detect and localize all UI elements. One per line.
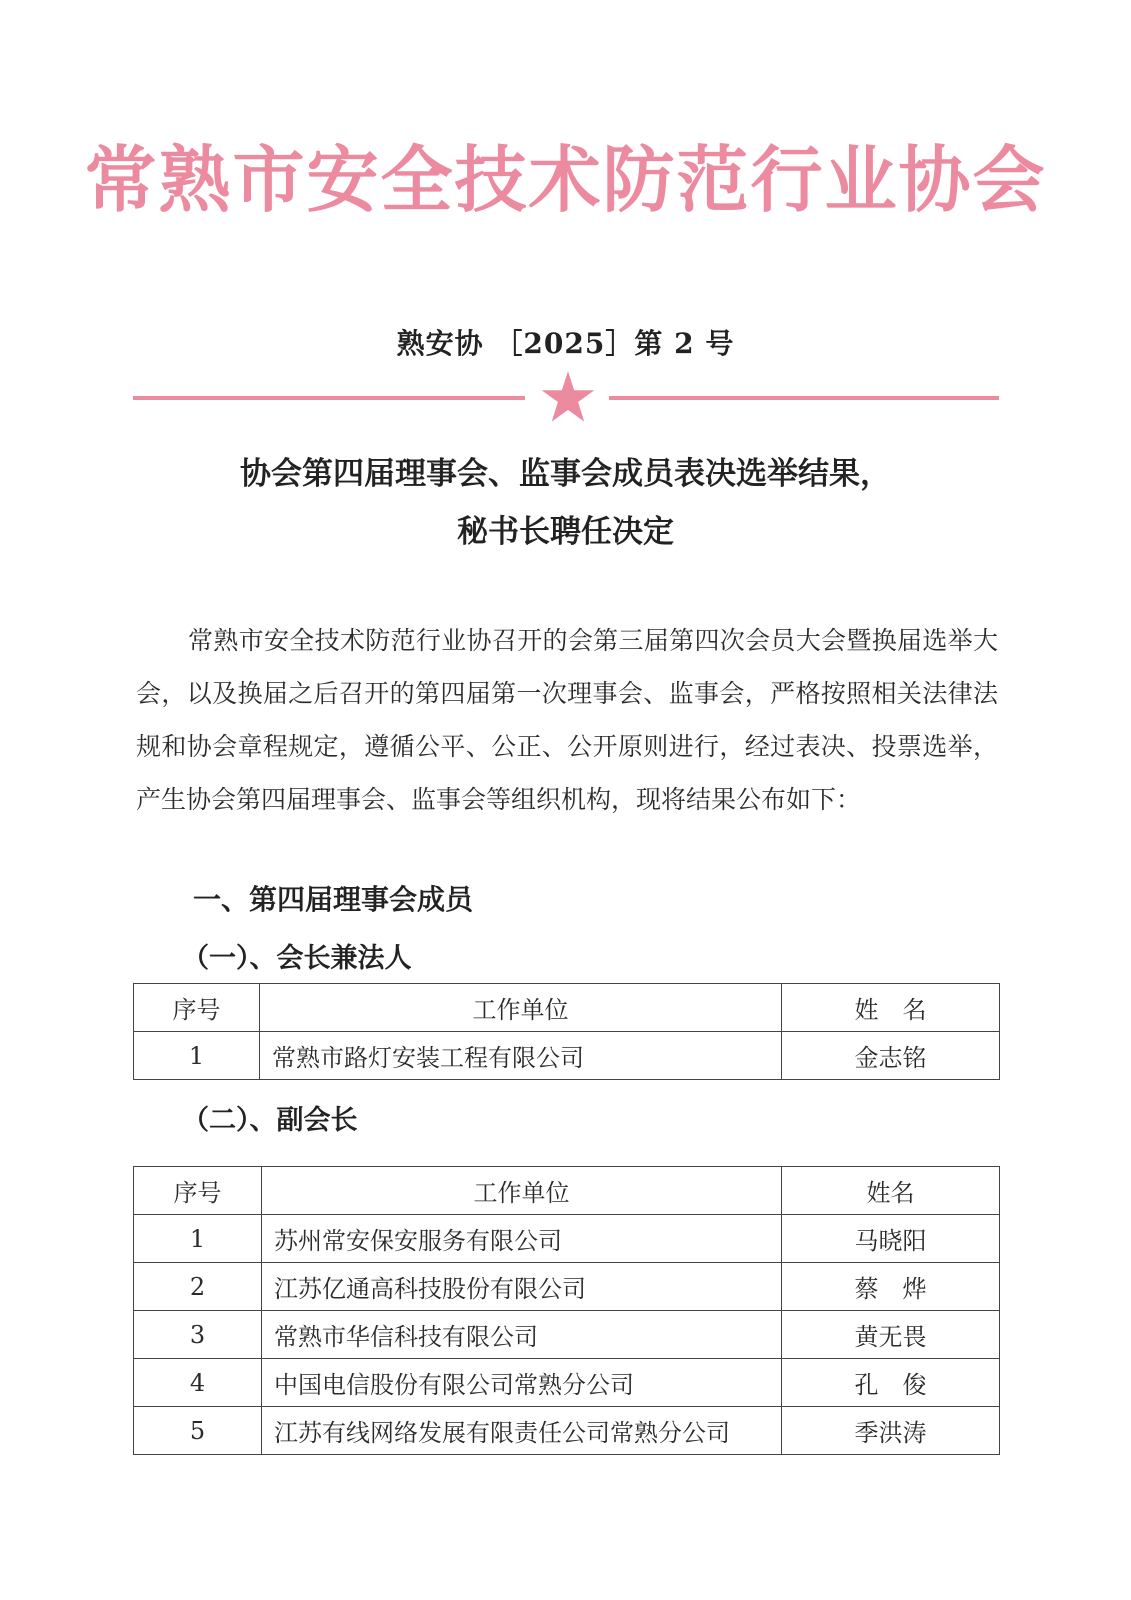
- table-row: [134, 1407, 1000, 1455]
- organization-title: 常熟市安全技术防范行业协会: [84, 138, 1047, 222]
- column-header-unit: 工作单位: [262, 1167, 782, 1215]
- column-header-name: 姓名: [782, 1167, 1000, 1215]
- president-table: [133, 983, 1000, 1080]
- table-header-row: [134, 1167, 1000, 1215]
- column-header-number: 序号: [134, 1167, 262, 1215]
- table-row: [134, 1032, 1000, 1080]
- table-row: [134, 1311, 1000, 1359]
- table-row: [134, 1359, 1000, 1407]
- body-paragraph: 常熟市安全技术防范行业协召开的会第三届第四次会员大会暨换届选举大会，以及换届之后召开的第四届第一次理事会、监事会，严格按照相关法律法规和协会章程规定，遵循公平、公正、公开原则进行，经过表决、投票选举，产生协会第四届理事会、监事会等组织机构，现将结果公布如下：: [136, 626, 998, 814]
- table-header-row: [134, 984, 1000, 1032]
- section-heading-council: 一、第四届理事会成员: [193, 883, 474, 916]
- cell-unit: 江苏亿通高科技股份有限公司: [262, 1263, 782, 1311]
- cell-unit: 苏州常安保安服务有限公司: [262, 1215, 782, 1263]
- subject-line-1: 协会第四届理事会、监事会成员表决选举结果，: [240, 456, 891, 492]
- cell-name: 马晓阳: [782, 1215, 1000, 1263]
- vice-president-table: [133, 1166, 1000, 1455]
- cell-unit: 中国电信股份有限公司常熟分公司: [262, 1359, 782, 1407]
- cell-number: 4: [134, 1359, 262, 1407]
- cell-number: 1: [134, 1215, 262, 1263]
- cell-name: 蔡 烨: [782, 1263, 1000, 1311]
- document-number: 熟安协 ［2025］第 2 号: [396, 327, 735, 360]
- cell-name: 黄无畏: [782, 1311, 1000, 1359]
- star-icon: [540, 369, 596, 425]
- divider-line-left: [133, 396, 525, 400]
- cell-name: 季洪涛: [782, 1407, 1000, 1455]
- cell-unit: 常熟市路灯安装工程有限公司: [260, 1032, 782, 1080]
- cell-number: 2: [134, 1263, 262, 1311]
- cell-unit: 常熟市华信科技有限公司: [262, 1311, 782, 1359]
- column-header-number: 序号: [134, 984, 260, 1032]
- subsection-heading-president: （一）、会长兼法人: [182, 943, 412, 974]
- cell-name: 金志铭: [782, 1032, 1000, 1080]
- subject-line-2: 秘书长聘任决定: [457, 514, 674, 550]
- divider-line-right: [609, 396, 999, 400]
- column-header-unit: 工作单位: [260, 984, 782, 1032]
- table-row: [134, 1215, 1000, 1263]
- cell-number: 3: [134, 1311, 262, 1359]
- cell-unit: 江苏有线网络发展有限责任公司常熟分公司: [262, 1407, 782, 1455]
- cell-number: 1: [134, 1032, 260, 1080]
- column-header-name: 姓 名: [782, 984, 1000, 1032]
- table-row: [134, 1263, 1000, 1311]
- cell-number: 5: [134, 1407, 262, 1455]
- subsection-heading-vice-presidents: （二）、副会长: [182, 1105, 358, 1136]
- document-subject: [0, 445, 1131, 561]
- cell-name: 孔 俊: [782, 1359, 1000, 1407]
